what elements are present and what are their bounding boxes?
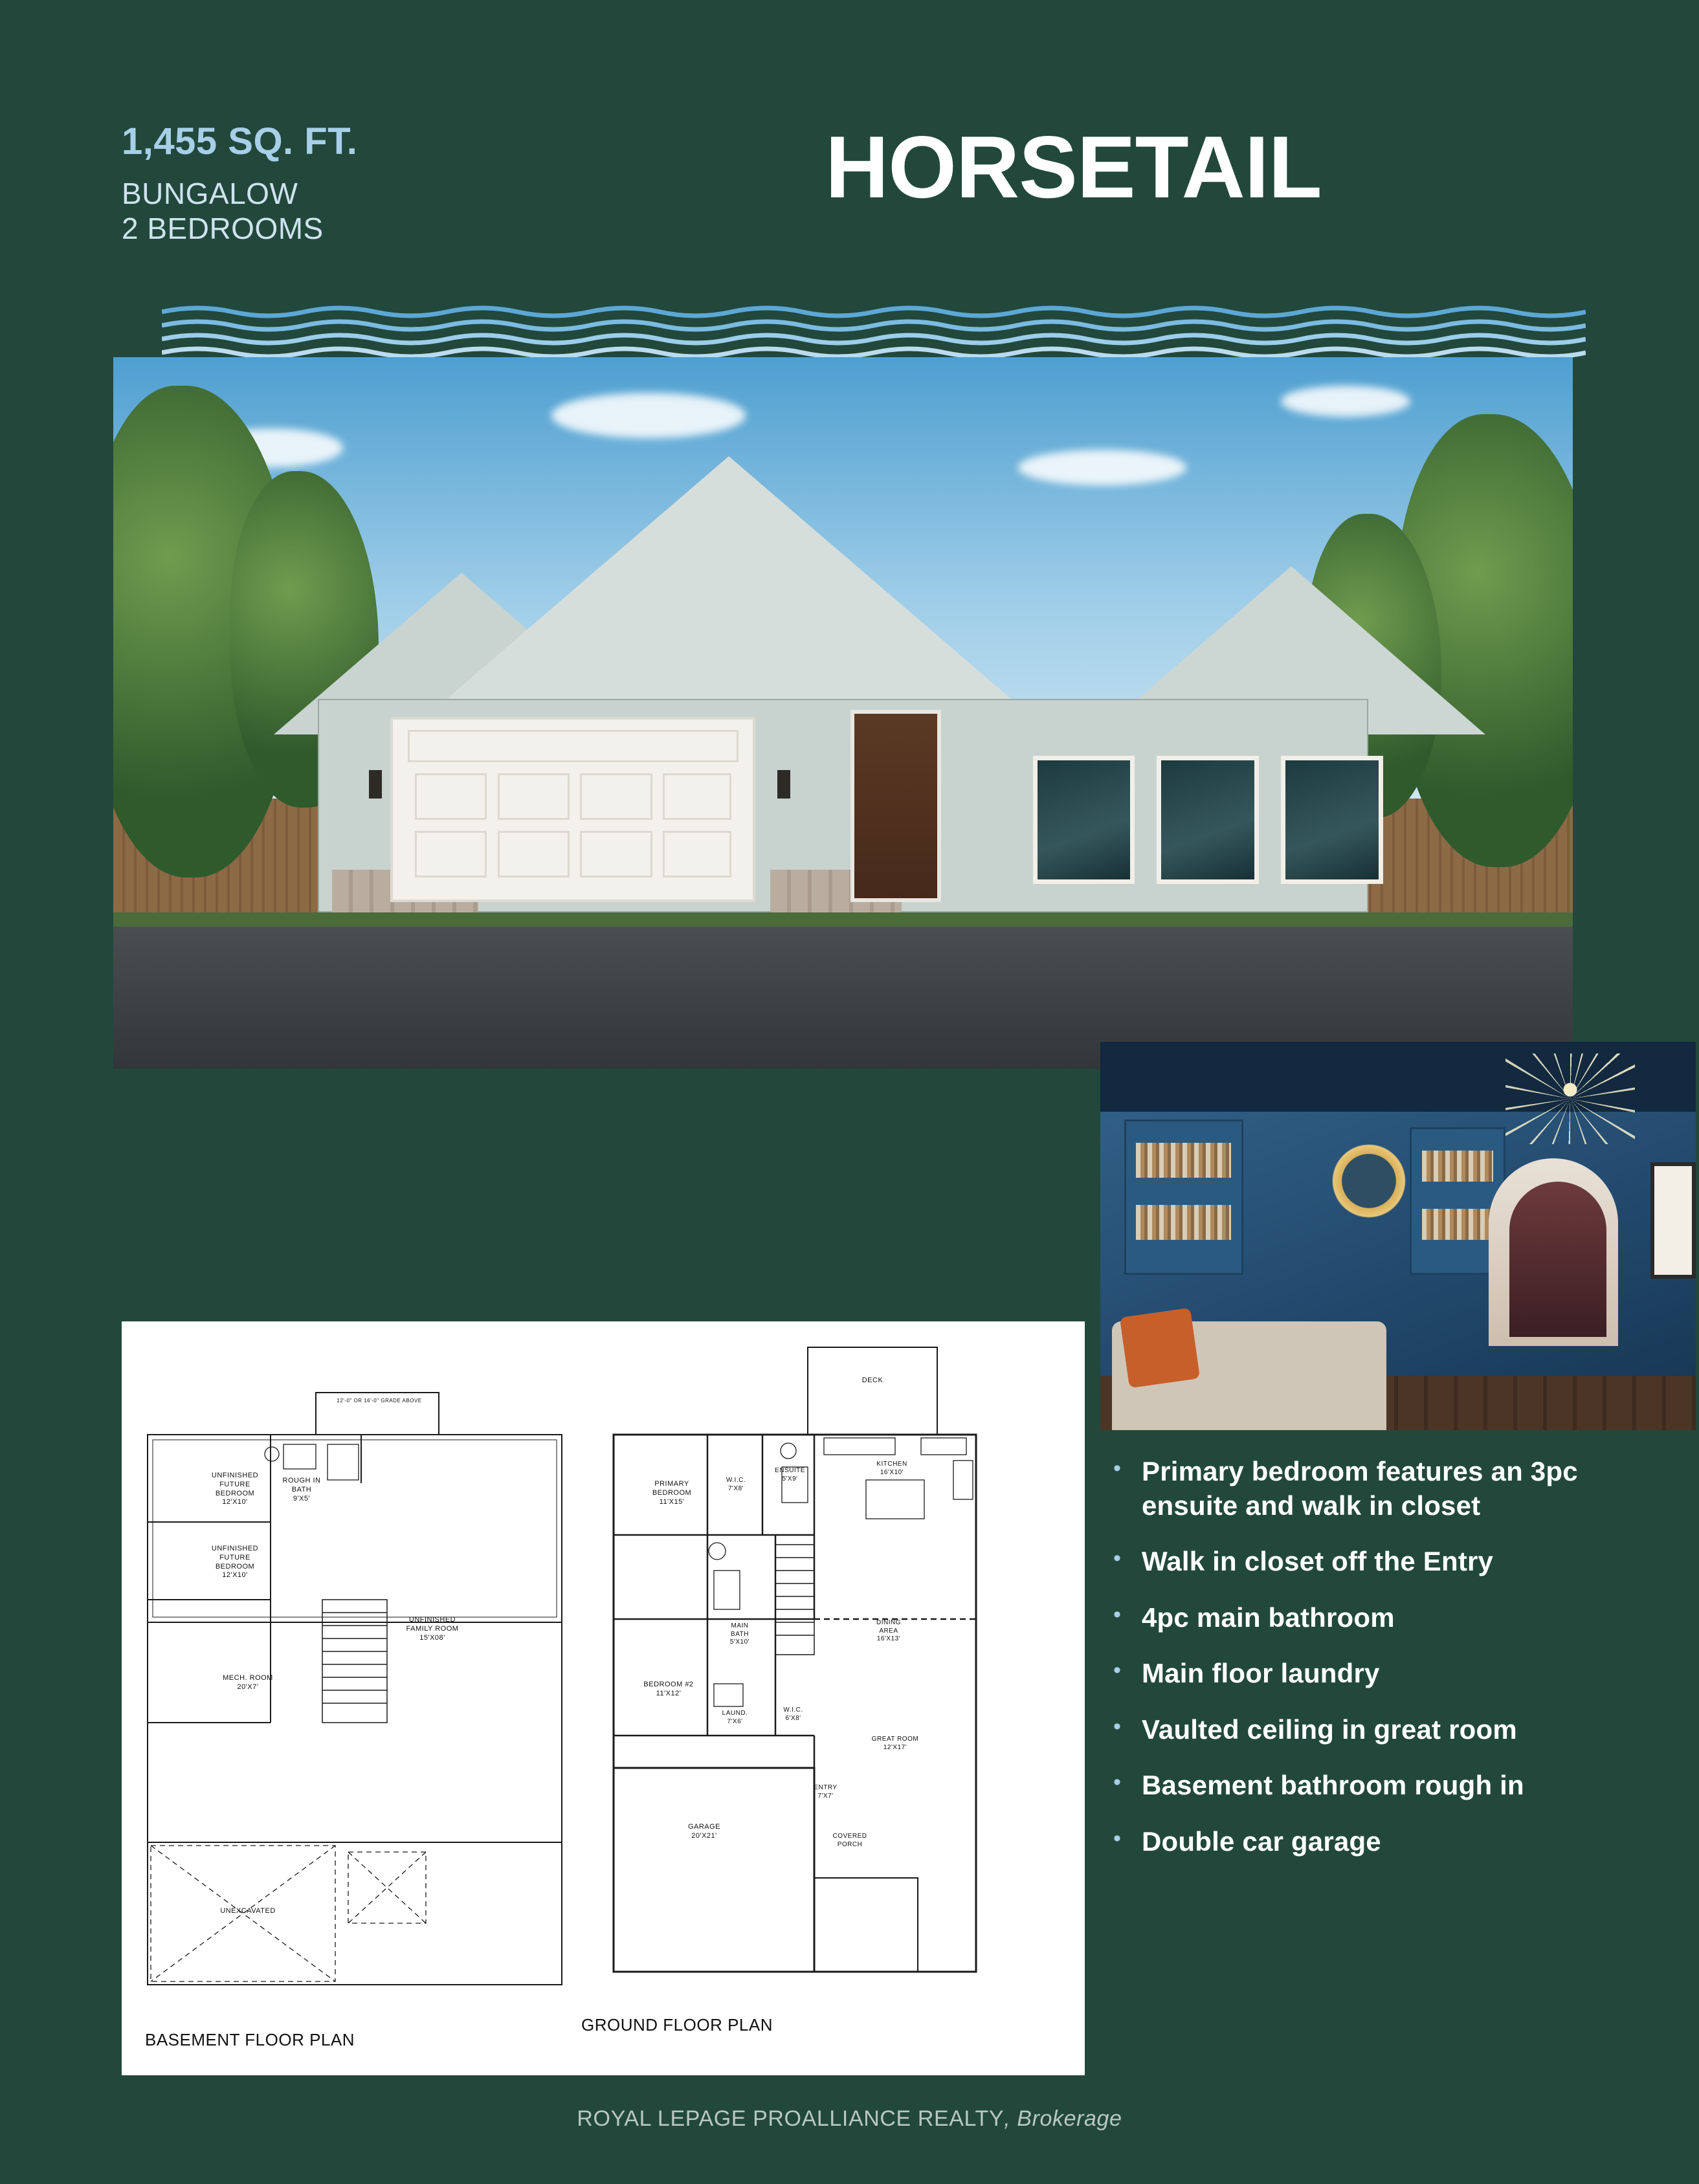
brokerage-suffix: , Brokerage (1004, 2106, 1122, 2131)
plan-note: 12'-0" OR 16'-0" GRADE ABOVE (337, 1398, 422, 1404)
room-label: W.I.C. 6'X8' (783, 1706, 803, 1722)
books (1422, 1151, 1493, 1182)
framed-art (1650, 1162, 1696, 1279)
room-label: MAIN BATH 5'X10' (729, 1622, 750, 1646)
interior-photo (1100, 1042, 1696, 1430)
room-label: BEDROOM #2 11'X12' (643, 1681, 694, 1697)
room-label: DINING AREA 16'X13' (876, 1619, 901, 1642)
feature-text: Double car garage (1142, 1826, 1381, 1857)
archway-opening (1509, 1182, 1606, 1337)
features-list (1113, 1455, 1579, 1881)
cloud-icon (551, 393, 746, 438)
room-label: UNFINISHED FAMILY ROOM 15'X08' (406, 1616, 459, 1642)
feature-text: Walk in closet off the Entry (1142, 1546, 1494, 1576)
list-item (1113, 1601, 1579, 1635)
room-label: ROUGH IN BATH 9'X5' (282, 1477, 321, 1503)
bullet-icon: • (1113, 1658, 1121, 1682)
front-door (850, 710, 941, 902)
bullet-icon: • (1113, 1826, 1121, 1851)
bullet-icon: • (1113, 1602, 1121, 1627)
room-label: LAUND. 7'X6' (722, 1710, 748, 1725)
bullet-icon: • (1113, 1714, 1121, 1739)
list-item (1113, 1455, 1579, 1523)
list-item (1113, 1657, 1579, 1691)
starburst-light-icon (1505, 1053, 1635, 1144)
books (1136, 1205, 1231, 1240)
lamp-icon (777, 770, 790, 799)
basement-plan-caption: BASEMENT FLOOR PLAN (145, 2030, 355, 2049)
bedroom-count-label: 2 BEDROOMS (122, 212, 324, 246)
list-item (1113, 1545, 1579, 1579)
books (1422, 1209, 1493, 1240)
throw-pillow (1120, 1308, 1200, 1388)
garage-door (390, 717, 755, 902)
room-label: DECK (861, 1376, 883, 1384)
window (1157, 756, 1259, 884)
room-label: GREAT ROOM 12'X17' (871, 1736, 919, 1751)
bullet-icon: • (1113, 1456, 1121, 1481)
sunburst-mirror-icon (1327, 1139, 1411, 1223)
home-type-label: BUNGALOW (122, 177, 298, 210)
roof-gable-main (405, 456, 1052, 734)
bullet-icon: • (1113, 1546, 1121, 1571)
books (1136, 1143, 1231, 1178)
floor-plan-image (122, 1321, 1085, 2075)
feature-text: 4pc main bathroom (1142, 1602, 1395, 1633)
ground-plan-caption: GROUND FLOOR PLAN (581, 2015, 773, 2035)
window (1281, 756, 1383, 884)
feature-text: Primary bedroom features an 3pc ensuite and walk in closet (1142, 1456, 1578, 1521)
window (1033, 756, 1135, 884)
footer (0, 2106, 1699, 2132)
list-item (1113, 1769, 1579, 1803)
list-item (1113, 1825, 1579, 1859)
brokerage-name: ROYAL LEPAGE PROALLIANCE REALTY (577, 2106, 1005, 2131)
room-label: UNFINISHED FUTURE BEDROOM 12'X10' (211, 1472, 259, 1506)
room-label: W.I.C. 7'X8' (726, 1477, 746, 1492)
wave-divider-icon (162, 304, 1586, 366)
room-label: KITCHEN 16'X10' (876, 1461, 907, 1476)
cloud-icon (1281, 386, 1410, 417)
bullet-icon: • (1113, 1770, 1121, 1794)
floor-plan-drawing (122, 1321, 1085, 2075)
room-label: MECH. ROOM 20'X7' (223, 1674, 273, 1691)
exterior-photo (113, 357, 1573, 1069)
list-item (1113, 1713, 1579, 1747)
feature-text: Main floor laundry (1142, 1658, 1380, 1688)
feature-text: Basement bathroom rough in (1142, 1770, 1524, 1800)
room-label: GARAGE 20'X21' (687, 1823, 721, 1840)
room-label: ENSUITE 5'X9' (775, 1467, 805, 1483)
lamp-icon (369, 770, 382, 799)
room-label: UNEXCAVATED (220, 1907, 276, 1915)
page-title: HORSETAIL (825, 118, 1322, 216)
room-label: ENTRY 7'X7' (814, 1784, 838, 1800)
room-label: PRIMARY BEDROOM 11'X15' (652, 1480, 692, 1506)
feature-text: Vaulted ceiling in great room (1142, 1714, 1517, 1745)
home-subtitle (122, 176, 324, 247)
room-label: COVERED PORCH (832, 1833, 867, 1848)
room-label: UNFINISHED FUTURE BEDROOM 12'X10' (211, 1545, 259, 1580)
square-footage-label: 1,455 SQ. FT. (122, 120, 358, 162)
